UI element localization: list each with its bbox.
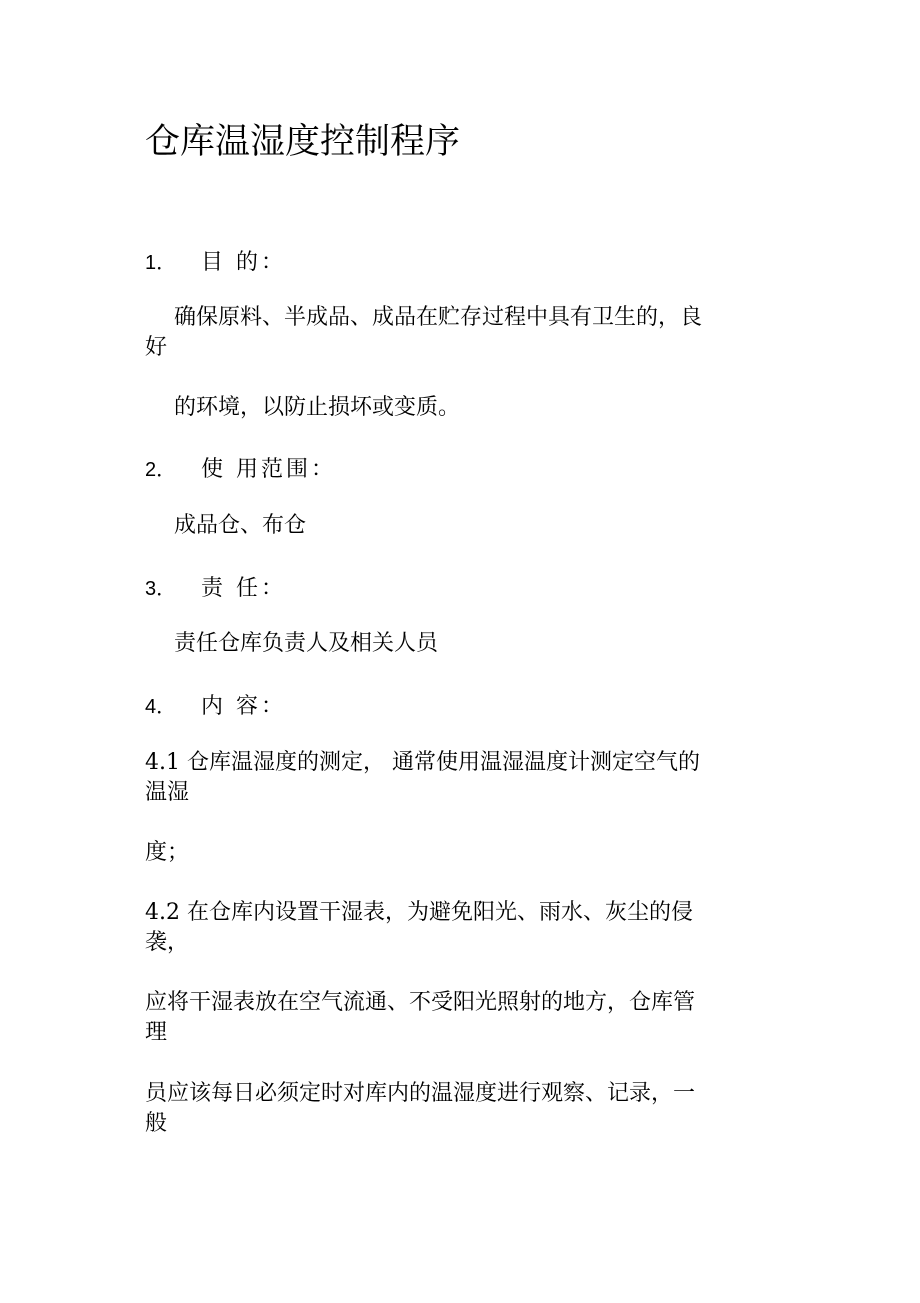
section-heading-scope: [145, 455, 336, 485]
section-number: 1．: [145, 252, 177, 274]
section-heading-label: 使 用范围：: [201, 457, 336, 482]
purpose-text-line: 确保原料、半成品、成品在贮存过程中具有卫生的，良: [174, 305, 703, 330]
section-number: 4．: [145, 696, 177, 718]
scope-text: 成品仓、布仓: [174, 513, 307, 538]
section-number: 2．: [145, 459, 177, 481]
content-4-2-line: 般: [145, 1111, 168, 1136]
content-4-1-line: 4.1 仓库温湿度的测定， 通常使用温湿温度计测定空气的: [145, 750, 700, 775]
section-number: 3．: [145, 578, 177, 600]
document-title: 仓库温湿度控制程序: [145, 122, 461, 162]
section-heading-content: [145, 692, 286, 722]
purpose-text-line: 的环境，以防止损坏或变质。: [174, 395, 461, 420]
content-4-2-line: 应将干湿表放在空气流通、不受阳光照射的地方，仓库管: [145, 990, 696, 1015]
content-4-2-line: 员应该每日必须定时对库内的温湿度进行观察、记录，一: [145, 1081, 696, 1106]
content-4-2-line: 4.2 在仓库内设置干湿表，为避免阳光、雨水、灰尘的侵: [145, 900, 693, 925]
purpose-text-line: 好: [145, 335, 168, 360]
content-4-2-line: 理: [145, 1020, 168, 1045]
responsibility-text: 责任仓库负责人及相关人员: [174, 631, 439, 656]
content-4-1-line: 温湿: [145, 780, 190, 805]
content-4-2-line: 袭，: [145, 930, 190, 955]
section-heading-purpose: [145, 248, 286, 278]
content-4-1-line: 度；: [145, 840, 190, 865]
section-heading-label: 目 的：: [201, 250, 286, 275]
section-heading-label: 责 任：: [201, 576, 286, 601]
section-heading-responsibility: [145, 574, 286, 604]
section-heading-label: 内 容：: [201, 694, 286, 719]
